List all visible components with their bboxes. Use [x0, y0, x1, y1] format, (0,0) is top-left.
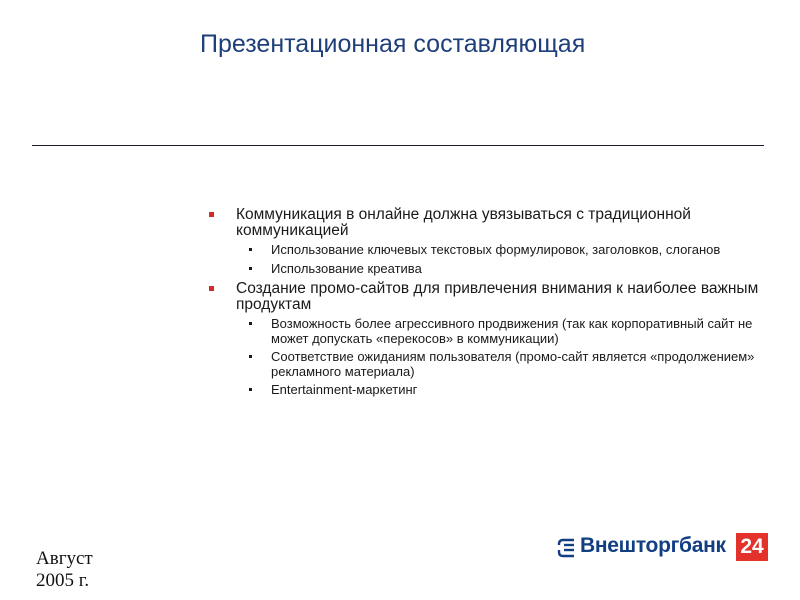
slide-title: Презентационная составляющая [200, 30, 586, 58]
footer-date [36, 548, 146, 592]
bullet-square-icon [209, 286, 214, 291]
footer-date-month: Август [36, 548, 93, 569]
bullet-text: Коммуникация в онлайне должна увязываться с традиционной коммуникацией [236, 206, 691, 239]
sub-bullet-text: Возможность более агрессивного продвижения (так как корпоративный сайт не может допускать «перекосов» в коммуникации) [271, 316, 753, 346]
sub-bullet-icon [249, 322, 252, 325]
sub-bullet-item [206, 262, 766, 277]
sub-bullet-item [206, 243, 766, 258]
sub-bullet-text: Использование креатива [271, 260, 422, 276]
sub-bullet-item [206, 317, 766, 346]
bank-logo-badge: 24 [736, 533, 768, 561]
bullet-list [206, 207, 766, 398]
bullet-item [206, 207, 766, 239]
sub-bullet-icon [249, 267, 252, 270]
sub-bullet-text: Соответствие ожиданиям пользователя (промо-сайт является «продолжением» рекламного материала) [271, 349, 755, 379]
sub-bullet-text: Использование ключевых текстовых формулировок, заголовков, слоганов [271, 242, 721, 257]
title-divider [32, 145, 764, 146]
bullet-text: Создание промо-сайтов для привлечения внимания к наиболее важным продуктам [236, 280, 759, 313]
footer-date-year: 2005 г. [36, 570, 90, 591]
bullet-item [206, 281, 766, 313]
sub-bullet-icon [249, 388, 252, 391]
bullet-square-icon [209, 212, 214, 217]
sub-bullet-item [206, 383, 766, 398]
sub-bullet-item [206, 350, 766, 379]
bank-logo-name: Внешторгбанк [580, 534, 726, 557]
sub-bullet-icon [249, 355, 252, 358]
bank-logo [556, 533, 768, 563]
sub-bullet-icon [249, 248, 252, 251]
sub-bullet-text: Entertainment-маркетинг [271, 382, 418, 397]
bank-logo-emblem-icon [556, 537, 578, 559]
